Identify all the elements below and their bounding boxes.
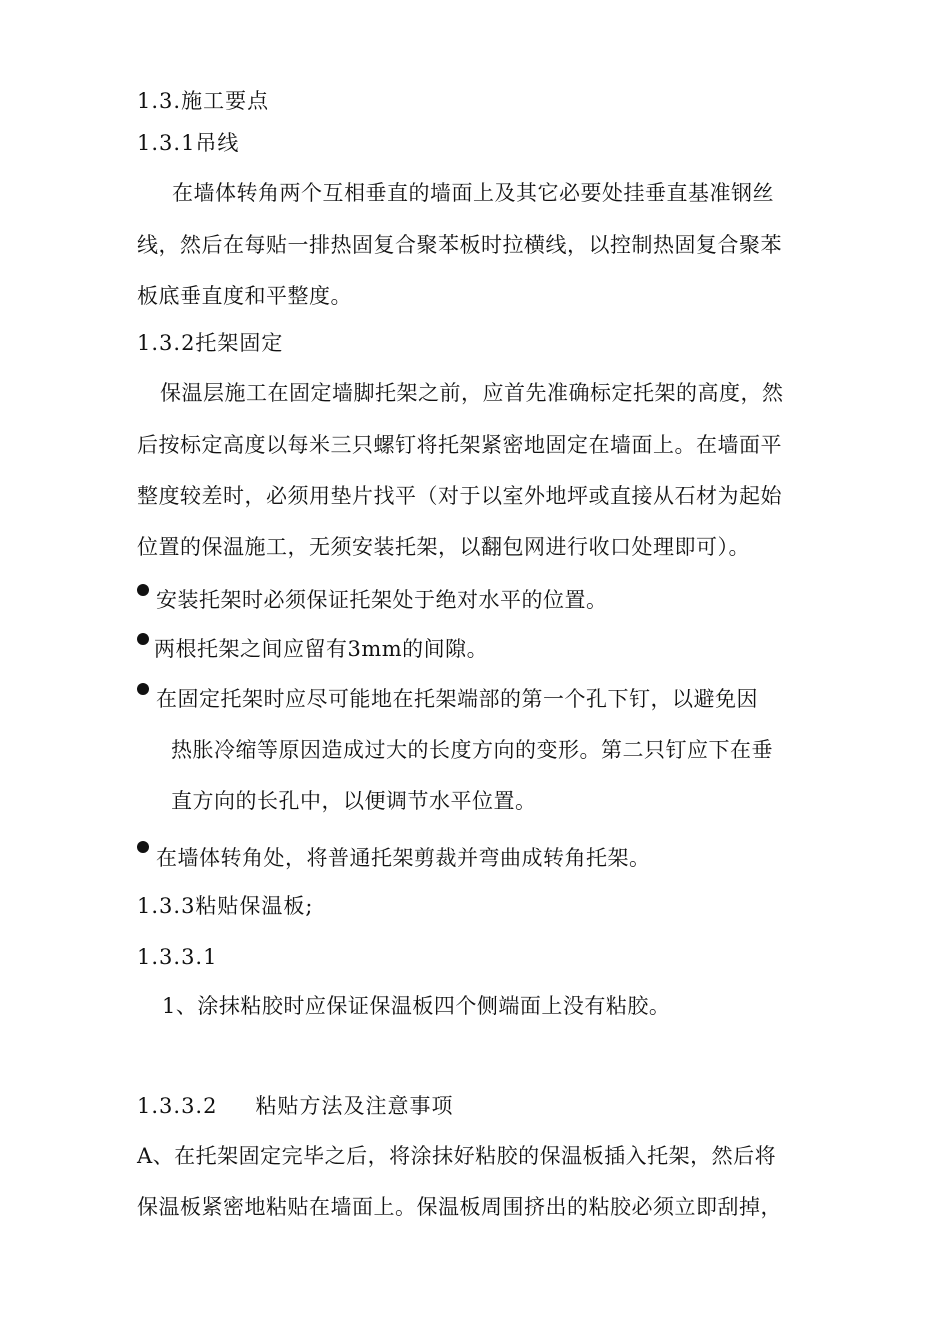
bullet-dot [137, 683, 149, 695]
bullet-item-continuation: 热胀冷缩等原因造成过大的长度方向的变形。第二只钉应下在垂 [171, 738, 773, 762]
bullet-dot [137, 584, 149, 596]
heading-1-3-3-2 [137, 1091, 453, 1121]
paragraph-line: 后按标定高度以每米三只螺钉将托架紧密地固定在墙面上。在墙面平 [137, 433, 782, 457]
heading-1-3-3: 1.3.3粘贴保温板; [137, 894, 314, 918]
paragraph-line: 在墙体转角两个互相垂直的墙面上及其它必要处挂垂直基准钢丝 [172, 181, 774, 205]
heading-title: 粘贴方法及注意事项 [255, 1094, 454, 1118]
bullet-item: 在墙体转角处，将普通托架剪裁并弯曲成转角托架。 [156, 846, 651, 870]
bullet-item: 两根托架之间应留有3mm的间隙。 [154, 637, 489, 661]
paragraph-line: 保温板紧密地粘贴在墙面上。保温板周围挤出的粘胶必须立即刮掉， [137, 1195, 782, 1219]
paragraph-line: 整度较差时，必须用垫片找平（对于以室外地坪或直接从石材为起始 [137, 484, 782, 508]
paragraph-line: 位置的保温施工，无须安装托架，以翻包网进行收口处理即可）。 [137, 535, 750, 559]
bullet-dot [137, 841, 149, 853]
bullet-item: 安装托架时必须保证托架处于绝对水平的位置。 [156, 588, 608, 612]
paragraph-line: A、在托架固定完毕之后，将涂抹好粘胶的保温板插入托架，然后将 [137, 1144, 777, 1168]
bullet-dot [137, 633, 149, 645]
paragraph-line: 保温层施工在固定墙脚托架之前，应首先准确标定托架的高度，然 [160, 381, 784, 405]
paragraph-line: 线，然后在每贴一排热固复合聚苯板时拉横线，以控制热固复合聚苯 [137, 233, 782, 257]
bullet-item-continuation: 直方向的长孔中，以便调节水平位置。 [171, 789, 537, 813]
heading-1-3-2: 1.3.2托架固定 [137, 331, 284, 355]
list-item: 1、涂抹粘胶时应保证保温板四个侧端面上没有粘胶。 [162, 994, 671, 1018]
paragraph-line: 板底垂直度和平整度。 [137, 284, 352, 308]
heading-number: 1.3.3.2 [137, 1094, 218, 1118]
heading-1-3-1: 1.3.1吊线 [137, 131, 240, 155]
heading-1-3: 1.3.施工要点 [137, 89, 270, 113]
heading-1-3-3-1: 1.3.3.1 [137, 945, 218, 969]
bullet-item: 在固定托架时应尽可能地在托架端部的第一个孔下钉，以避免因 [156, 687, 758, 711]
